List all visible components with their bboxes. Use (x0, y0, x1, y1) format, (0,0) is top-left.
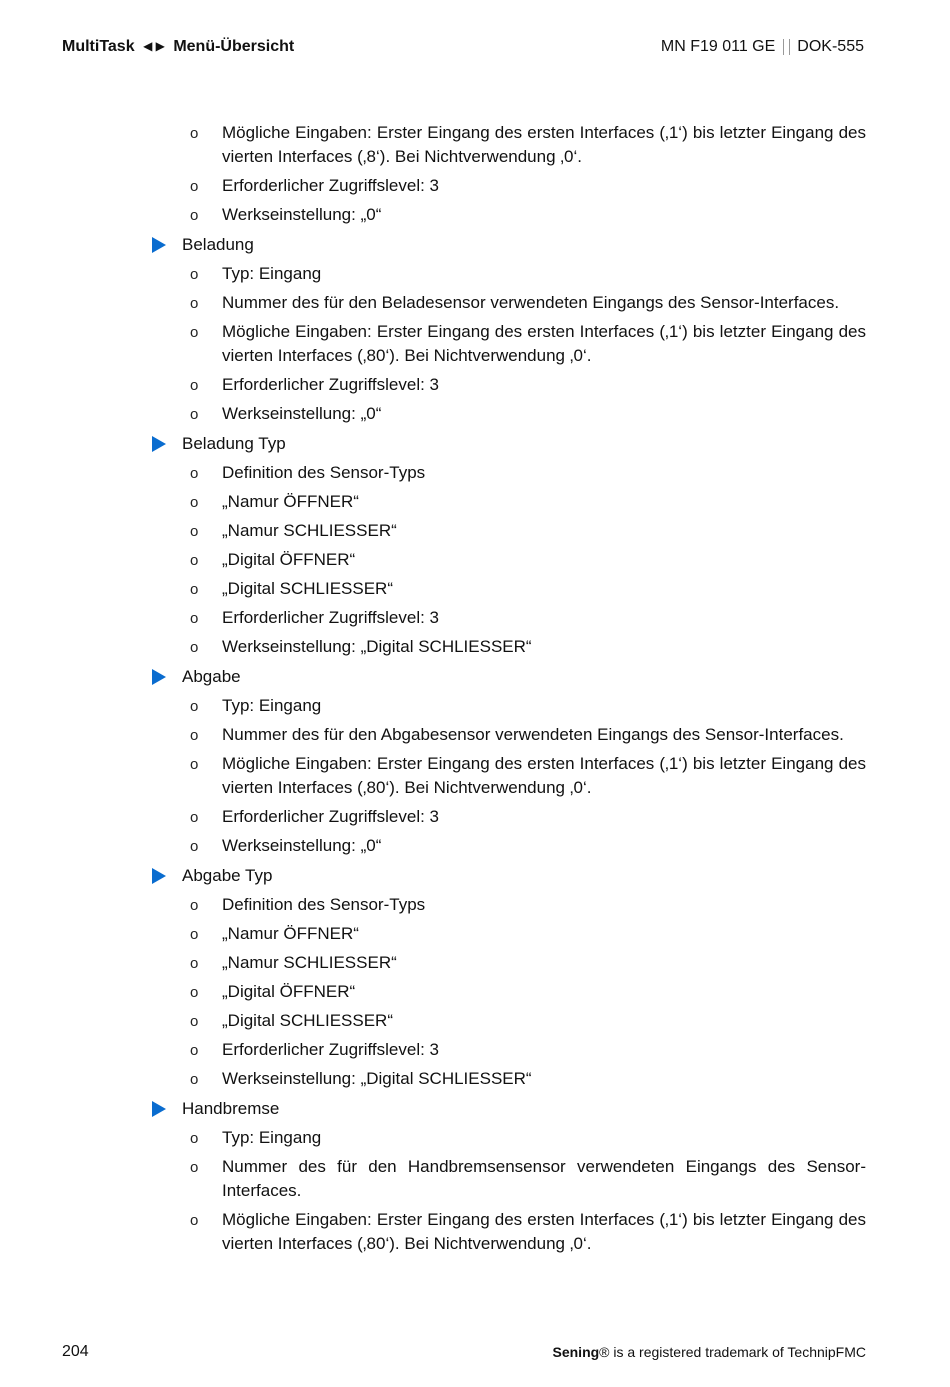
header-doc-ref (661, 38, 864, 56)
section-heading (150, 665, 866, 689)
header-app-name: MultiTask (62, 38, 135, 55)
list-item (150, 174, 866, 198)
list-item (150, 461, 866, 485)
circle-bullet-icon: o (190, 178, 199, 195)
list-item (150, 834, 866, 858)
circle-bullet-icon: o (190, 897, 199, 914)
list-item-text: „Namur ÖFFNER“ (222, 492, 359, 511)
header-section-title: Menü-Übersicht (173, 38, 295, 55)
list-item-text: „Namur SCHLIESSER“ (222, 521, 397, 540)
section-heading (150, 1097, 866, 1121)
triangle-right-icon (152, 669, 166, 685)
circle-bullet-icon: o (190, 727, 199, 744)
list-item-text: Definition des Sensor-Typs (222, 463, 426, 482)
list-item (150, 606, 866, 630)
circle-bullet-icon: o (190, 207, 199, 224)
circle-bullet-icon: o (190, 926, 199, 943)
circle-bullet-icon: o (190, 756, 199, 773)
list-item-text: Typ: Eingang (222, 1128, 322, 1147)
list-item-text: Mögliche Eingaben: Erster Eingang des ersten Interfaces (‚1‘) bis letzter Eingang des vierten Interfaces (‚8‘). Bei Nichtverwendung ‚0‘. (222, 123, 866, 166)
header-title (62, 38, 294, 56)
list-item (150, 1067, 866, 1091)
page-footer (62, 1343, 866, 1363)
circle-bullet-icon: o (190, 125, 199, 142)
header-doc-id: DOK-555 (797, 38, 864, 55)
list-item-text: Nummer des für den Beladesensor verwendeten Eingangs des Sensor-Interfaces. (222, 293, 840, 312)
list-item (150, 262, 866, 286)
section-heading (150, 233, 866, 257)
list-item-text: Erforderlicher Zugriffslevel: 3 (222, 375, 439, 394)
list-item-text: Nummer des für den Handbremsensensor verwendeten Eingangs des Sensor-Interfaces. (222, 1157, 866, 1200)
list-item-text: „Namur ÖFFNER“ (222, 924, 359, 943)
circle-bullet-icon: o (190, 406, 199, 423)
list-item-text: Mögliche Eingaben: Erster Eingang des ersten Interfaces (‚1‘) bis letzter Eingang des vierten Interfaces (‚80‘). Bei Nichtverwendung ‚0‘. (222, 1210, 866, 1253)
list-item-text: Nummer des für den Abgabesensor verwendeten Eingangs des Sensor-Interfaces. (222, 725, 844, 744)
page-header (62, 38, 864, 62)
circle-bullet-icon: o (190, 324, 199, 341)
list-item-text: Werkseinstellung: „0“ (222, 836, 382, 855)
list-item (150, 752, 866, 800)
list-item-text: Typ: Eingang (222, 696, 322, 715)
circle-bullet-icon: o (190, 266, 199, 283)
list-item (150, 490, 866, 514)
list-item-text: „Digital ÖFFNER“ (222, 550, 356, 569)
circle-bullet-icon: o (190, 639, 199, 656)
section-heading (150, 864, 866, 888)
list-item-text: Mögliche Eingaben: Erster Eingang des ersten Interfaces (‚1‘) bis letzter Eingang des vierten Interfaces (‚80‘). Bei Nichtverwendung ‚0‘. (222, 754, 866, 797)
circle-bullet-icon: o (190, 1042, 199, 1059)
circle-bullet-icon: o (190, 552, 199, 569)
list-item (150, 635, 866, 659)
list-item (150, 694, 866, 718)
circle-bullet-icon: o (190, 1130, 199, 1147)
section-title: Abgabe (182, 667, 241, 686)
list-item (150, 980, 866, 1004)
circle-bullet-icon: o (190, 838, 199, 855)
circle-bullet-icon: o (190, 698, 199, 715)
list-item-text: „Digital SCHLIESSER“ (222, 1011, 393, 1030)
section-title: Handbremse (182, 1099, 280, 1118)
list-item-text: Werkseinstellung: „0“ (222, 205, 382, 224)
list-item (150, 922, 866, 946)
list-item (150, 1038, 866, 1062)
circle-bullet-icon: o (190, 295, 199, 312)
list-item-text: Typ: Eingang (222, 264, 322, 283)
document-body (150, 121, 866, 1261)
list-item (150, 291, 866, 315)
circle-bullet-icon: o (190, 465, 199, 482)
list-item (150, 1155, 866, 1203)
list-item (150, 577, 866, 601)
list-item (150, 203, 866, 227)
trademark-text: ® is a registered trademark of TechnipFMC (599, 1344, 866, 1360)
list-item (150, 320, 866, 368)
circle-bullet-icon: o (190, 1013, 199, 1030)
circle-bullet-icon: o (190, 581, 199, 598)
section-title: Beladung (182, 235, 254, 254)
circle-bullet-icon: o (190, 523, 199, 540)
list-item (150, 893, 866, 917)
header-separator (783, 39, 790, 55)
list-item (150, 805, 866, 829)
triangle-right-icon (152, 1101, 166, 1117)
circle-bullet-icon: o (190, 1212, 199, 1229)
brand-name: Sening (552, 1344, 600, 1360)
section-heading (150, 432, 866, 456)
list-item-text: Werkseinstellung: „Digital SCHLIESSER“ (222, 637, 532, 656)
page-number: 204 (62, 1343, 89, 1360)
list-item (150, 1126, 866, 1150)
list-item-text: „Digital SCHLIESSER“ (222, 579, 393, 598)
list-item-text: Erforderlicher Zugriffslevel: 3 (222, 176, 439, 195)
list-item (150, 1009, 866, 1033)
section-title: Beladung Typ (182, 434, 286, 453)
list-item (150, 402, 866, 426)
triangle-right-icon (152, 436, 166, 452)
list-item-text: Mögliche Eingaben: Erster Eingang des ersten Interfaces (‚1‘) bis letzter Eingang des vierten Interfaces (‚80‘). Bei Nichtverwendung ‚0‘. (222, 322, 866, 365)
list-item-text: „Namur SCHLIESSER“ (222, 953, 397, 972)
circle-bullet-icon: o (190, 984, 199, 1001)
list-item (150, 548, 866, 572)
circle-bullet-icon: o (190, 494, 199, 511)
circle-bullet-icon: o (190, 809, 199, 826)
section-title: Abgabe Typ (182, 866, 273, 885)
list-item-text: Erforderlicher Zugriffslevel: 3 (222, 1040, 439, 1059)
list-item (150, 1208, 866, 1256)
triangle-right-icon (152, 868, 166, 884)
list-item-text: Definition des Sensor-Typs (222, 895, 426, 914)
circle-bullet-icon: o (190, 610, 199, 627)
header-doc-number: MN F19 011 GE (660, 38, 776, 55)
circle-bullet-icon: o (190, 1159, 199, 1176)
list-item (150, 723, 866, 747)
triangle-right-icon (152, 237, 166, 253)
list-item (150, 121, 866, 169)
list-item-text: „Digital ÖFFNER“ (222, 982, 356, 1001)
nav-arrows-icon: ◀ ▶ (143, 39, 165, 53)
list-item-text: Erforderlicher Zugriffslevel: 3 (222, 807, 439, 826)
list-item-text: Werkseinstellung: „Digital SCHLIESSER“ (222, 1069, 532, 1088)
list-item (150, 373, 866, 397)
circle-bullet-icon: o (190, 1071, 199, 1088)
list-item (150, 951, 866, 975)
trademark-notice (553, 1344, 867, 1360)
circle-bullet-icon: o (190, 377, 199, 394)
list-item-text: Werkseinstellung: „0“ (222, 404, 382, 423)
list-item-text: Erforderlicher Zugriffslevel: 3 (222, 608, 439, 627)
list-item (150, 519, 866, 543)
circle-bullet-icon: o (190, 955, 199, 972)
